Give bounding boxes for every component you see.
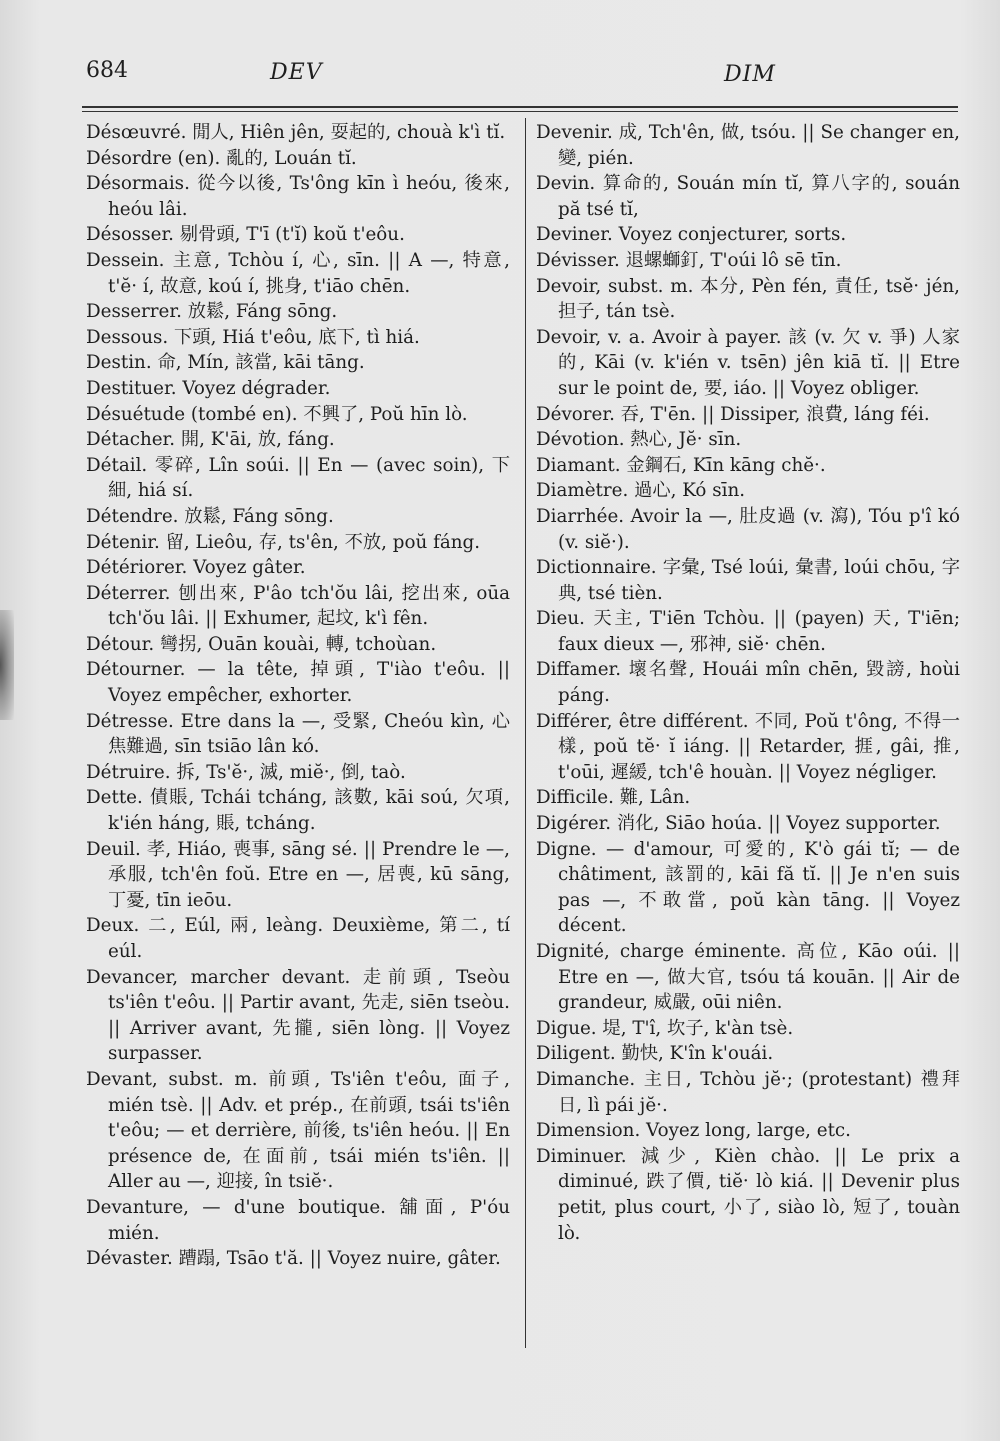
dictionary-entry: Déterrer. 刨出來, P'âo tch'ŏu lâi, 挖出來, oūa tch'ŏu lâi. || Exhumer, 起坟, k'ì fên. [86, 582, 510, 630]
dictionary-entry: Détourner. — la tête, 掉頭, T'iào t'eôu. || Voyez empêcher, exhorter. [86, 659, 510, 707]
dictionary-entry: Dignité, charge éminente. 高位, Kāo oúi. || Etre en —, 做大官, tsóu tá kouān. || Air de grandeur, 威嚴, oūi niên. [536, 941, 960, 1014]
dictionary-entry: Désordre (en). 亂的, Louán tĭ. [86, 147, 357, 169]
dictionary-entry: Dévorer. 吞, T'ēn. || Dissiper, 浪費, láng féi. [536, 403, 930, 425]
dictionary-entry: Dictionnaire. 字彙, Tsé loúi, 彙書, loúi chōu, 字典, tsé tièn. [536, 557, 960, 604]
right-column [536, 120, 960, 1246]
dictionary-entry: Digue. 堤, T'î, 坎子, k'àn tsè. [536, 1017, 794, 1039]
left-guide-word: DEV [270, 60, 323, 85]
dictionary-entry: Détruire. 拆, Ts'ĕ·, 滅, miĕ·, 倒, taò. [86, 761, 406, 783]
dictionary-entry: Différer, être différent. 不同, Poŭ t'ông, 不得一樣, poŭ tĕ· ĭ iáng. || Retarder, 捱, gâi, 推, t'oūi, 遲緩, tch'ê houàn. || Voyez négliger. [536, 710, 960, 783]
dictionary-entry: Devin. 算命的, Souán mín tĭ, 算八字的, souán pă tsé tĭ, [536, 173, 960, 220]
dictionary-entry: Dieu. 天主, T'iēn Tchòu. || (payen) 天, T'iēn; faux dieux —, 邪神, siĕ· chēn. [536, 608, 960, 655]
dictionary-entry: Diffamer. 壞名聲, Houái mîn chēn, 毀謗, hoùi páng. [536, 659, 960, 707]
left-column [86, 120, 510, 1272]
dictionary-entry: Devanture, — d'une boutique. 舖面, P'óu mién. [86, 1196, 510, 1244]
dictionary-entry: Deuil. 孝, Hiáo, 喪事, sāng sé. || Prendre le —, 承服, tch'ên foŭ. Etre en —, 居喪, kū sāng, 丁憂, tīn ieōu. [86, 838, 510, 911]
dictionary-entry: Détail. 零碎, Lîn soúi. || En — (avec soin), 下細, hiá sí. [86, 454, 510, 502]
dictionary-entry: Détour. 彎拐, Ouān kouài, 轉, tchoùan. [86, 633, 437, 655]
dictionary-entry: Deux. 二, Eúl, 兩, leàng. Deuxième, 第二, tí eúl. [86, 915, 510, 962]
dictionary-entry: Détendre. 放鬆, Fáng sōng. [86, 505, 334, 527]
dictionary-entry: Détenir. 留, Lieôu, 存, ts'ên, 不放, poŭ fáng. [86, 531, 481, 553]
dictionary-entry: Digérer. 消化, Siāo hoúa. || Voyez supporter. [536, 813, 941, 835]
header-rule-top [82, 106, 958, 108]
page-number: 684 [86, 58, 128, 83]
dictionary-entry: Désosser. 剔骨頭, T'ī (t'ĭ) koŭ t'eôu. [86, 224, 405, 246]
dictionary-entry: Dette. 債賬, Tchái tcháng, 該數, kāi soú, 欠項, k'ién háng, 賬, tcháng. [86, 787, 510, 835]
dictionary-entry: Devenir. 成, Tch'ên, 做, tsóu. || Se changer en, 變, pién. [536, 122, 960, 169]
dictionary-entry: Dessous. 下頭, Hiá t'eôu, 底下, tì hiá. [86, 326, 420, 348]
dictionary-entry: Devancer, marcher devant. 走前頭, Tseòu ts'iên t'eôu. || Partir avant, 先走, siēn tseòu. || Arriver avant, 先攏, siēn lòng. || Voyez surpasser. [86, 966, 510, 1065]
dictionary-entry: Dévisser. 退螺螄釘, T'oúi lô sē tīn. [536, 249, 842, 271]
dictionary-entry: Devoir, subst. m. 本分, Pèn fén, 責任, tsĕ· jén, 担子, tán tsè. [536, 275, 960, 323]
page-header [0, 52, 1000, 92]
dictionary-entry: Dimanche. 主日, Tchòu jĕ·; (protestant) 禮拜日, lì pái jĕ·. [536, 1068, 960, 1116]
dictionary-entry: Deviner. Voyez conjecturer, sorts. [536, 224, 847, 246]
dictionary-entry: Devoir, v. a. Avoir à payer. 該 (v. 欠 v. 爭) 人家的, Kāi (v. k'ién v. tsēn) jên kiā tĭ. || Etre sur le point de, 要, iáo. || Voyez obliger. [536, 326, 960, 399]
dictionary-entry: Détacher. 開, K'āi, 放, fáng. [86, 429, 335, 451]
header-rule-bottom [82, 111, 958, 112]
dictionary-entry: Diamant. 金鋼石, Kīn kāng chĕ·. [536, 454, 826, 476]
dictionary-entry: Dévaster. 蹧蹋, Tsāo t'ă. || Voyez nuire, gâter. [86, 1248, 501, 1270]
dictionary-entry: Diminuer. 減少, Kièn chào. || Le prix a diminué, 跌了價, tiĕ· lò kiá. || Devenir plus petit, plus court, 小了, siào lò, 短了, touàn lò. [536, 1145, 960, 1244]
dictionary-entry: Digne. — d'amour, 可愛的, K'ò gái tĭ; — de châtiment, 該罰的, kāi fă tĭ. || Je n'en suis pas —, 不敢當, poŭ kàn tāng. || Voyez décent. [536, 838, 960, 937]
dictionary-entry: Destituer. Voyez dégrader. [86, 377, 331, 399]
dictionary-entry: Desserrer. 放鬆, Fáng sōng. [86, 301, 338, 323]
dictionary-entry: Diamètre. 過心, Kó sīn. [536, 480, 746, 502]
dictionary-entry: Destin. 命, Mín, 該當, kāi tāng. [86, 352, 365, 374]
column-divider [525, 118, 526, 1348]
right-guide-word: DIM [724, 62, 776, 87]
dictionary-entry: Détresse. Etre dans la —, 受緊, Cheóu kìn, 心焦難過, sīn tsiāo lân kó. [86, 710, 510, 758]
dictionary-entry: Difficile. 難, Lân. [536, 787, 691, 809]
dictionary-entry: Dessein. 主意, Tchòu í, 心, sīn. || A —, 特意, t'ĕ· í, 故意, koú í, 挑身, t'iāo chēn. [86, 249, 510, 297]
dictionary-entry: Dévotion. 熱心, Jĕ· sīn. [536, 429, 742, 451]
dictionary-entry: Désœuvré. 閒人, Hiên jên, 耍起的, chouà k'ì tĭ. [86, 122, 506, 143]
dictionary-entry: Désuétude (tombé en). 不興了, Poŭ hīn lò. [86, 403, 468, 425]
dictionary-entry: Diarrhée. Avoir la —, 肚皮過 (v. 瀉), Tóu p'î kó (v. siĕ·). [536, 505, 960, 553]
dictionary-entry: Devant, subst. m. 前頭, Ts'iên t'eôu, 面子, mién tsè. || Adv. et prép., 在前頭, tsái ts'iên t'eôu; — et derrière, 前後, ts'iên heóu. || En présence de, 在面前, tsái mién ts'iên. || Aller au —, 迎接, în tsiĕ·. [86, 1068, 510, 1193]
dictionary-entry: Désormais. 從今以後, Ts'ông kīn ì heóu, 後來, heóu lâi. [86, 173, 510, 220]
dictionary-entry: Détériorer. Voyez gâter. [86, 557, 306, 579]
page-edge-shadow [0, 610, 14, 720]
dictionary-entry: Dimension. Voyez long, large, etc. [536, 1120, 851, 1142]
dictionary-entry: Diligent. 勤快, K'în k'ouái. [536, 1043, 774, 1065]
